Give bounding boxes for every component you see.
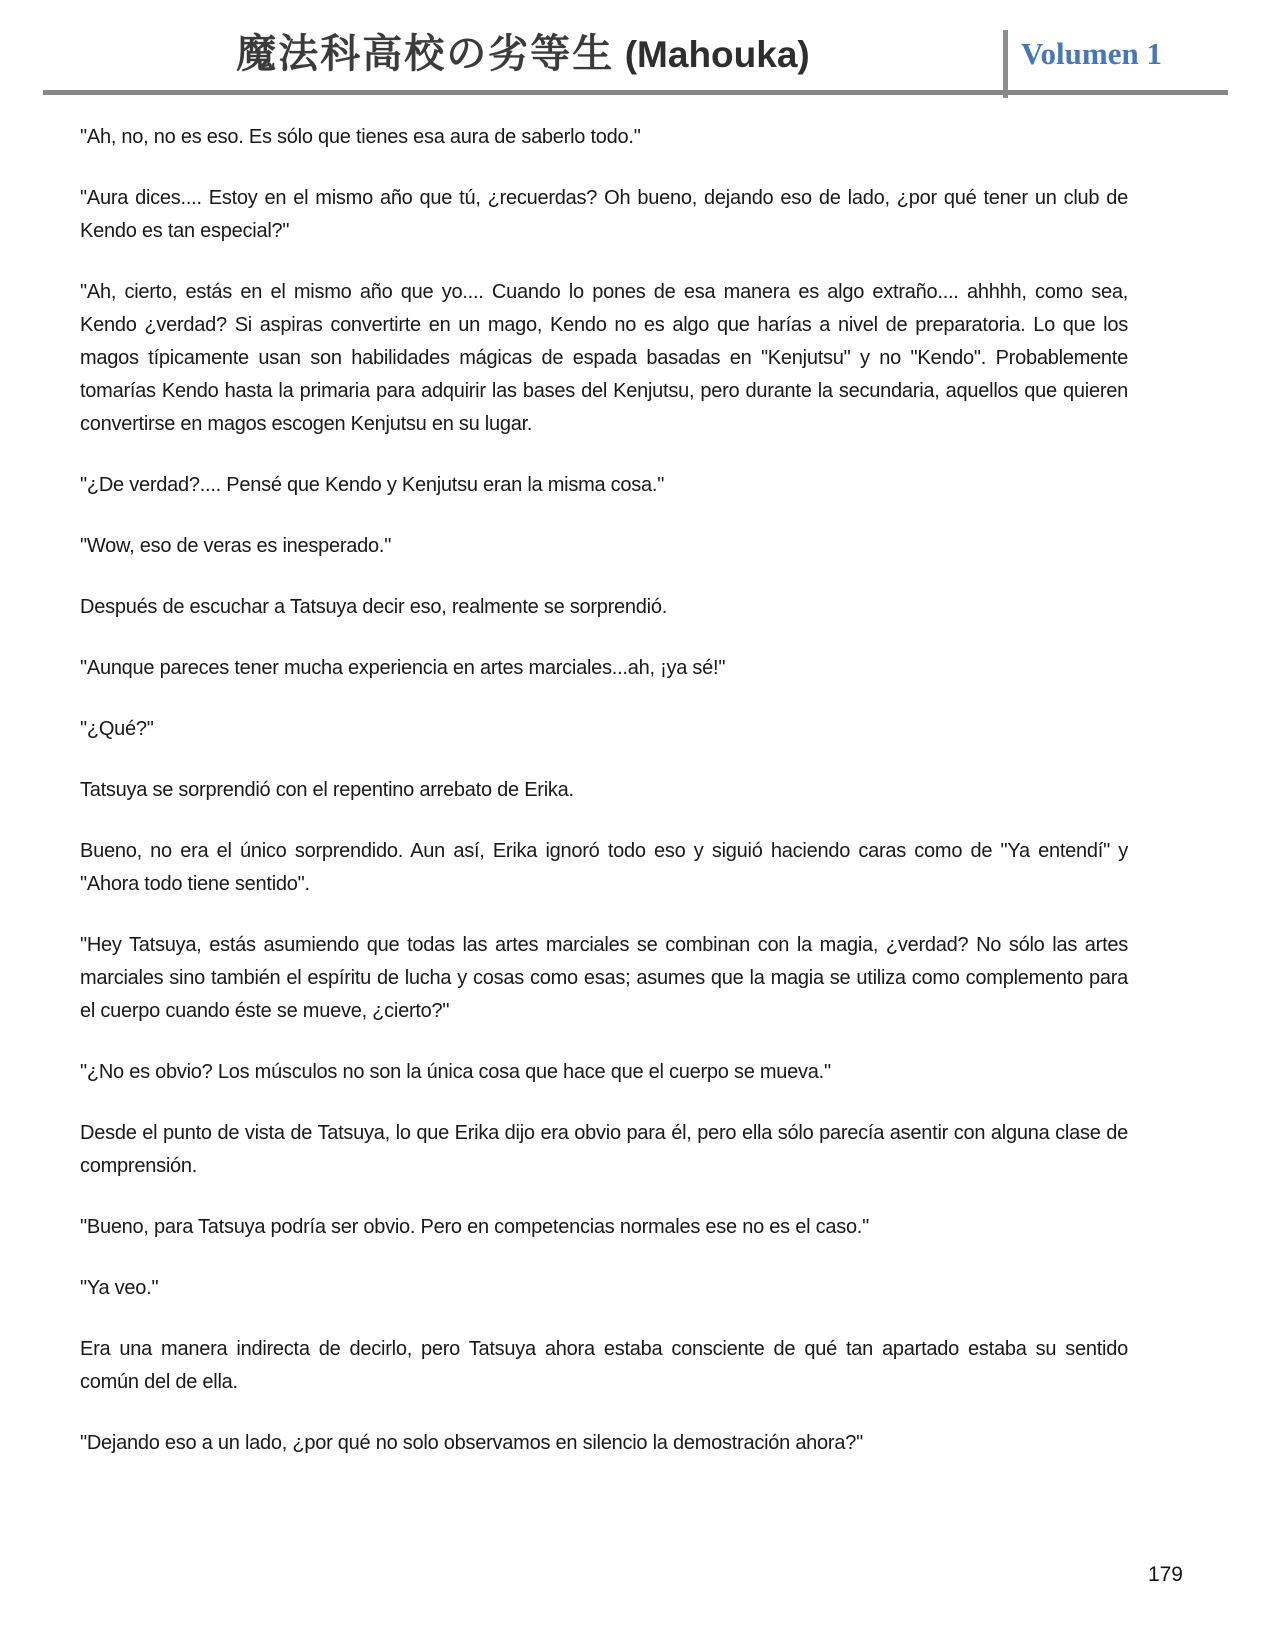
paragraph: "Aunque pareces tener mucha experiencia en artes marciales...ah, ¡ya sé!"	[80, 657, 726, 679]
paragraph: "Ya veo."	[80, 1277, 159, 1299]
paragraph: Desde el punto de vista de Tatsuya, lo que Erika dijo era obvio para él, pero ella sólo parecía asentir con alguna clase de comprensión.	[80, 1122, 1128, 1177]
paragraph: "Ah, no, no es eso. Es sólo que tienes esa aura de saberlo todo."	[80, 126, 641, 148]
document-title-japanese: 魔法科高校の劣等生	[236, 31, 615, 76]
volume-label: Volumen 1	[1021, 36, 1162, 71]
paragraph: Era una manera indirecta de decirlo, pero Tatsuya ahora estaba consciente de qué tan apartado estaba su sentido común del de ella.	[80, 1338, 1128, 1393]
document-title	[43, 26, 1003, 84]
paragraph: "Aura dices.... Estoy en el mismo año que tú, ¿recuerdas? Oh bueno, dejando eso de lado, ¿por qué tener un club de Kendo es tan especial?"	[80, 187, 1128, 242]
paragraph: "Dejando eso a un lado, ¿por qué no solo observamos en silencio la demostración ahora?"	[80, 1432, 863, 1454]
page-number: 179	[1147, 1563, 1183, 1586]
paragraph: "Ah, cierto, estás en el mismo año que yo.... Cuando lo pones de esa manera es algo extraño.... ahhhh, como sea, Kendo ¿verdad? Si aspiras convertirte en un mago, Kendo no es algo que harías a nivel de preparatoria. Lo que los magos típicamente usan son habilidades mágicas de espada basadas en "Kenjutsu" y no "Kendo". Probablemente tomarías Kendo hasta la primaria para adquirir las bases del Kenjutsu, pero durante la secundaria, aquellos que quieren convertirse en magos escogen Kenjutsu en su lugar.	[80, 281, 1128, 435]
paragraph: "Hey Tatsuya, estás asumiendo que todas las artes marciales se combinan con la magia, ¿verdad? No sólo las artes marciales sino también el espíritu de lucha y cosas como esas; asumes que la magia se utiliza como complemento para el cuerpo cuando éste se mueve, ¿cierto?"	[80, 934, 1128, 1022]
paragraph: "¿De verdad?.... Pensé que Kendo y Kenjutsu eran la misma cosa."	[80, 474, 665, 496]
paragraph: Tatsuya se sorprendió con el repentino arrebato de Erika.	[80, 779, 574, 801]
document-title-latin: (Mahouka)	[624, 34, 810, 75]
paragraph: "¿No es obvio? Los músculos no son la única cosa que hace que el cuerpo se mueva."	[80, 1061, 831, 1083]
paragraph: "Bueno, para Tatsuya podría ser obvio. Pero en competencias normales ese no es el caso."	[80, 1216, 869, 1238]
header-vertical-divider	[1003, 30, 1008, 98]
page-body	[80, 121, 1128, 1488]
paragraph: "¿Qué?"	[80, 718, 154, 740]
paragraph: "Wow, eso de veras es inesperado."	[80, 535, 392, 557]
header-rule	[43, 90, 1228, 95]
paragraph: Después de escuchar a Tatsuya decir eso, realmente se sorprendió.	[80, 596, 668, 618]
paragraph: Bueno, no era el único sorprendido. Aun así, Erika ignoró todo eso y siguió haciendo caras como de "Ya entendí" y "Ahora todo tiene sentido".	[80, 840, 1128, 895]
